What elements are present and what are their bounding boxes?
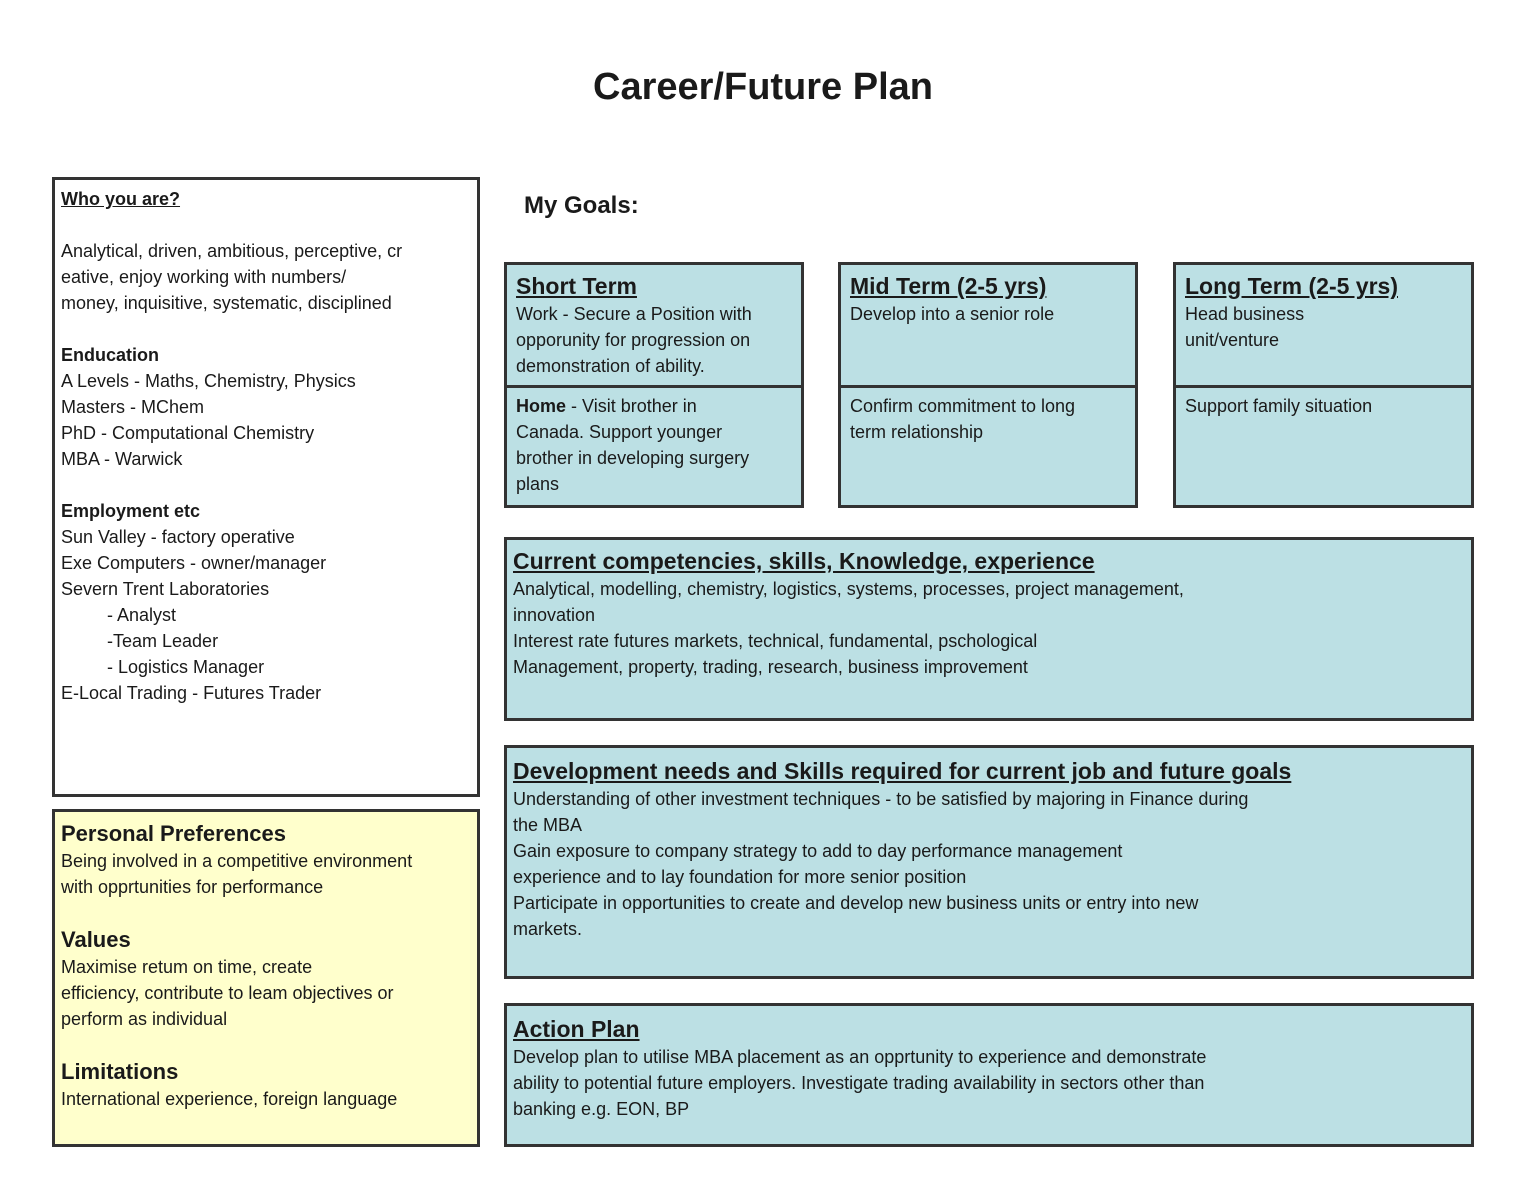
development-line: Understanding of other investment techniques - to be satisfied by majoring in Finance during — [513, 789, 1249, 809]
goal-line: Confirm commitment to long — [850, 396, 1076, 416]
goal-line: term relationship — [850, 422, 984, 442]
employment-item: Severn Trent Laboratories — [61, 579, 270, 599]
description-line: money, inquisitive, systematic, disciplined — [61, 293, 392, 313]
development-line: experience and to lay foundation for more senior position — [513, 867, 967, 887]
goal-line: plans — [516, 474, 560, 494]
development-line: Gain exposure to company strategy to add to day performance management — [513, 841, 1123, 861]
goal-line: Head business — [1185, 304, 1305, 324]
employment-item: Exe Computers - owner/manager — [61, 553, 327, 573]
who-you-are-heading: Who you are? — [61, 189, 181, 209]
competency-line: Management, property, trading, research, business improvement — [513, 657, 1028, 677]
mid-term-goal-box — [838, 262, 1138, 508]
employment-sub-item: - Logistics Manager — [107, 657, 265, 677]
values-heading: Values — [61, 927, 131, 952]
short-term-home — [507, 388, 801, 505]
competencies-title: Current competencies, skills, Knowledge, experience — [513, 548, 1095, 574]
short-term-goal-box — [504, 262, 804, 508]
competency-line: Analytical, modelling, chemistry, logistics, systems, processes, project management, — [513, 579, 1184, 599]
who-you-are-box — [52, 177, 480, 797]
development-box — [504, 745, 1474, 979]
development-line: Participate in opportunities to create and develop new business units or entry into new — [513, 893, 1199, 913]
limitations-heading: Limitations — [61, 1059, 179, 1084]
long-term-title: Long Term (2-5 yrs) — [1185, 273, 1398, 299]
competency-line: Interest rate futures markets, technical, fundamental, pschological — [513, 631, 1038, 651]
action-plan-line: Develop plan to utilise MBA placement as an opprtunity to experience and demonstrate — [513, 1047, 1207, 1067]
employment-heading: Employment etc — [61, 501, 201, 521]
action-plan-line: ability to potential future employers. Investigate trading availability in sectors other than — [513, 1073, 1205, 1093]
goal-line: demonstration of ability. — [516, 356, 705, 376]
home-label: Home — [516, 396, 567, 416]
short-term-work — [507, 265, 801, 388]
competencies-box — [504, 537, 1474, 721]
development-line: the MBA — [513, 815, 583, 835]
goal-line: opporunity for progression on — [516, 330, 751, 350]
action-plan-box — [504, 1003, 1474, 1147]
preferences-box — [52, 809, 480, 1147]
values-line: Maximise retum on time, create — [61, 957, 313, 977]
short-term-title: Short Term — [516, 273, 637, 299]
mid-term-title: Mid Term (2-5 yrs) — [850, 273, 1047, 299]
education-item: PhD - Computational Chemistry — [61, 423, 315, 443]
development-line: markets. — [513, 919, 583, 939]
competency-line: innovation — [513, 605, 596, 625]
goal-line: Develop into a senior role — [850, 304, 1055, 324]
preferences-line: with opprtunities for performance — [61, 877, 324, 897]
goal-line: Support family situation — [1185, 396, 1373, 416]
employment-item: E-Local Trading - Futures Trader — [61, 683, 322, 703]
mid-term-work — [841, 265, 1135, 388]
development-title: Development needs and Skills required for current job and future goals — [513, 758, 1292, 784]
goal-line: brother in developing surgery — [516, 448, 750, 468]
preferences-line: Being involved in a competitive environment — [61, 851, 413, 871]
long-term-home — [1176, 388, 1471, 505]
action-plan-title: Action Plan — [513, 1016, 640, 1042]
employment-sub-item: - Analyst — [107, 605, 177, 625]
education-item: MBA - Warwick — [61, 449, 183, 469]
employment-item: Sun Valley - factory operative — [61, 527, 295, 547]
long-term-goal-box — [1173, 262, 1474, 508]
my-goals-label: My Goals: — [524, 192, 639, 219]
education-item: A Levels - Maths, Chemistry, Physics — [61, 371, 356, 391]
action-plan-line: banking e.g. EON, BP — [513, 1099, 690, 1119]
description-line: eative, enjoy working with numbers/ — [61, 267, 347, 287]
values-line: efficiency, contribute to leam objectives or — [61, 983, 394, 1003]
education-heading: Enducation — [61, 345, 159, 365]
mid-term-home — [841, 388, 1135, 505]
goal-line: Canada. Support younger — [516, 422, 723, 442]
limitations-line: International experience, foreign language — [61, 1089, 398, 1109]
page-title: Career/Future Plan — [593, 66, 933, 108]
goal-line: Work - Secure a Position with — [516, 304, 752, 324]
long-term-work — [1176, 265, 1471, 388]
goal-line: - Visit brother in — [566, 396, 697, 416]
education-item: Masters - MChem — [61, 397, 205, 417]
description-line: Analytical, driven, ambitious, perceptive, cr — [61, 241, 403, 261]
goal-line: unit/venture — [1185, 330, 1280, 350]
values-line: perform as individual — [61, 1009, 228, 1029]
employment-sub-item: -Team Leader — [107, 631, 219, 651]
personal-preferences-heading: Personal Preferences — [61, 821, 287, 846]
